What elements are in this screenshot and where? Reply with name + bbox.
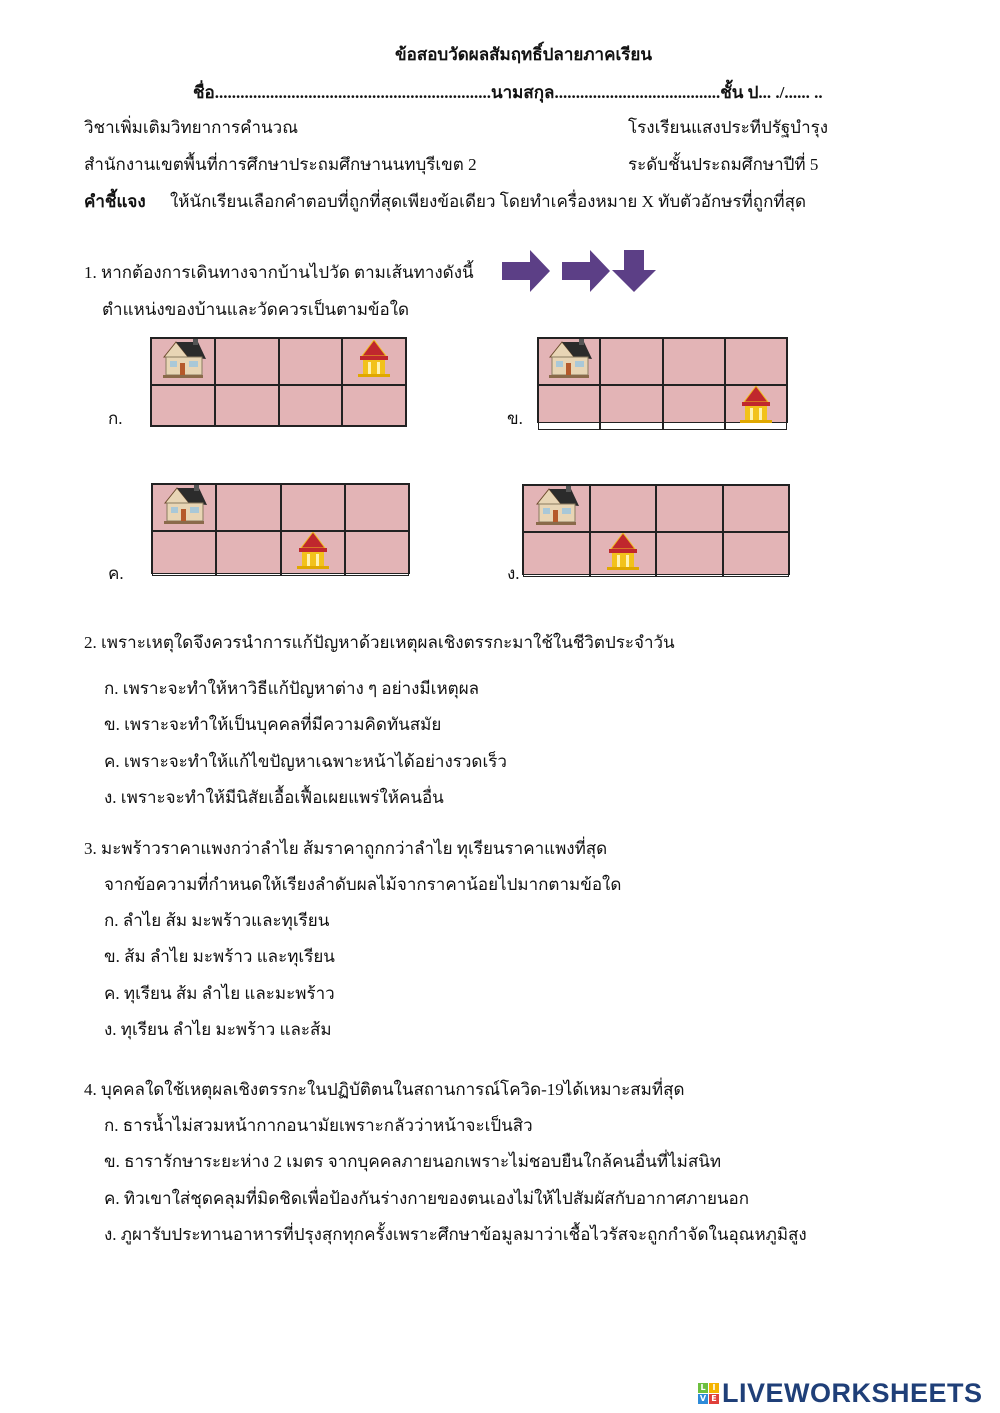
map-grid-option[interactable]: [151, 483, 410, 574]
arrow-down-icon: [612, 250, 656, 297]
answer-choice[interactable]: ข. ธารารักษาระยะห่าง 2 เมตร จากบุคคลภายนอกเพราะไม่ชอบยืนใกล้คนอื่นที่ไม่สนิท: [104, 1152, 722, 1172]
option-label[interactable]: ก.: [108, 409, 123, 428]
worksheet-title: ข้อสอบวัดผลสัมฤทธิ์ปลายภาคเรียน: [395, 45, 652, 64]
grid-cell: [279, 338, 343, 385]
option-label[interactable]: ข.: [507, 409, 523, 428]
subject: วิชาเพิ่มเติมวิทยาการคำนวณ: [84, 118, 298, 137]
grid-cell: [723, 532, 790, 577]
grid-cell: [523, 485, 590, 532]
grid-cell: [590, 532, 657, 577]
grid-cell: [538, 338, 600, 385]
grid-cell: [151, 338, 215, 385]
answer-choice[interactable]: ก. ลำไย ส้ม มะพร้าวและทุเรียน: [104, 911, 330, 930]
answer-choice[interactable]: ง. เพราะจะทำให้มีนิสัยเอื้อเฟื้อเผยแพร่ให้คนอื่น: [104, 787, 444, 807]
logo-icon: L I V E: [698, 1383, 719, 1404]
answer-choice[interactable]: ค. เพราะจะทำให้แก้ไขปัญหาเฉพาะหน้าได้อย่างรวดเร็ว: [104, 751, 507, 771]
grid-cell: [523, 532, 590, 577]
house-icon: [546, 339, 592, 384]
grid-cell: [600, 385, 662, 430]
instructions-label: คำชี้แจง: [84, 192, 146, 211]
grid-cell: [656, 485, 723, 532]
logo-text: LIVEWORKSHEETS: [722, 1378, 983, 1408]
student-name-line: ชื่อ.................................................................นามสกุล.......................................ชั้น ป... ./...... ..: [193, 83, 823, 102]
liveworksheets-logo: [698, 1378, 983, 1409]
grid-cell: [345, 531, 409, 576]
q3-stem: 3. มะพร้าวราคาแพงกว่าลำไย ส้มราคาถูกกว่าลำไย ทุเรียนราคาแพงที่สุด: [84, 839, 608, 858]
answer-choice[interactable]: ง. ทุเรียน ลำไย มะพร้าว และส้ม: [104, 1019, 332, 1039]
grid-cell: [725, 385, 787, 430]
option-label[interactable]: ค.: [108, 564, 124, 583]
answer-choice[interactable]: ง. ภูผารับประทานอาหารที่ปรุงสุกทุกครั้งเพราะศึกษาข้อมูลมาว่าเชื้อไวรัสจะถูกกำจัดในอุณหภูมิสูง: [104, 1224, 807, 1244]
map-grid-option[interactable]: [537, 337, 788, 423]
grid-cell: [538, 385, 600, 430]
option-label[interactable]: ง.: [507, 564, 520, 583]
grid-cell: [342, 385, 406, 426]
temple-icon: [738, 386, 774, 429]
temple-icon: [295, 532, 331, 575]
grid-cell: [279, 385, 343, 426]
grid-cell: [656, 532, 723, 577]
grid-cell: [152, 484, 216, 531]
map-grid-option[interactable]: [522, 484, 790, 575]
q4-stem: 4. บุคคลใดใช้เหตุผลเชิงตรรกะในปฏิบัติตนในสถานการณ์โควิด-19ได้เหมาะสมที่สุด: [84, 1080, 685, 1099]
q2-stem: 2. เพราะเหตุใดจึงควรนำการแก้ปัญหาด้วยเหตุผลเชิงตรรกะมาใช้ในชีวิตประจำวัน: [84, 633, 675, 652]
grid-cell: [281, 484, 345, 531]
grid-cell: [281, 531, 345, 576]
answer-choice[interactable]: ค. ทิวเขาใส่ชุดคลุมที่มิดชิดเพื่อป้องกันร่างกายของตนเองไม่ให้ไปสัมผัสกับอากาศภายนอก: [104, 1188, 750, 1208]
grid-cell: [725, 338, 787, 385]
grade-level: ระดับชั้นประถมศึกษาปีที่ 5: [628, 155, 819, 174]
answer-choice[interactable]: ข. ส้ม ลำไย มะพร้าว และทุเรียน: [104, 947, 335, 967]
grid-cell: [151, 385, 215, 426]
instructions-text: ให้นักเรียนเลือกคำตอบที่ถูกที่สุดเพียงข้อเดียว โดยทำเครื่องหมาย X ทับตัวอักษรที่ถูกที่สุด: [170, 192, 807, 211]
temple-icon: [605, 533, 641, 576]
grid-cell: [216, 484, 280, 531]
arrow-right-icon: [502, 250, 550, 297]
school: โรงเรียนแสงประทีปรัฐบำรุง: [628, 118, 829, 137]
grid-cell: [152, 531, 216, 576]
grid-cell: [663, 338, 725, 385]
grid-cell: [663, 385, 725, 430]
arrow-right-icon: [562, 250, 610, 297]
education-office: สำนักงานเขตพื้นที่การศึกษาประถมศึกษานนทบุรีเขต 2: [84, 155, 477, 174]
q3-stem-line2: จากข้อความที่กำหนดให้เรียงลำดับผลไม้จากราคาน้อยไปมากตามข้อใด: [104, 875, 622, 894]
map-grid-option[interactable]: [150, 337, 407, 427]
grid-cell: [215, 385, 279, 426]
house-icon: [533, 486, 579, 531]
grid-cell: [345, 484, 409, 531]
grid-cell: [342, 338, 406, 385]
answer-choice[interactable]: ก. เพราะจะทำให้หาวิธีแก้ปัญหาต่าง ๆ อย่างมีเหตุผล: [104, 679, 480, 698]
grid-cell: [216, 531, 280, 576]
answer-choice[interactable]: ค. ทุเรียน ส้ม ลำไย และมะพร้าว: [104, 983, 335, 1003]
answer-choice[interactable]: ก. ธารน้ำไม่สวมหน้ากากอนามัยเพราะกลัวว่าหน้าจะเป็นสิว: [104, 1116, 533, 1135]
grid-cell: [590, 485, 657, 532]
answer-choice[interactable]: ข. เพราะจะทำให้เป็นบุคคลที่มีความคิดทันสมัย: [104, 715, 442, 735]
temple-icon: [356, 340, 392, 383]
grid-cell: [600, 338, 662, 385]
grid-cell: [215, 338, 279, 385]
house-icon: [160, 339, 206, 384]
q1-stem-line2: ตำแหน่งของบ้านและวัดควรเป็นตามข้อใด: [102, 300, 410, 319]
q1-stem: 1. หากต้องการเดินทางจากบ้านไปวัด ตามเส้นทางดังนี้: [84, 263, 474, 282]
house-icon: [161, 485, 207, 530]
grid-cell: [723, 485, 790, 532]
